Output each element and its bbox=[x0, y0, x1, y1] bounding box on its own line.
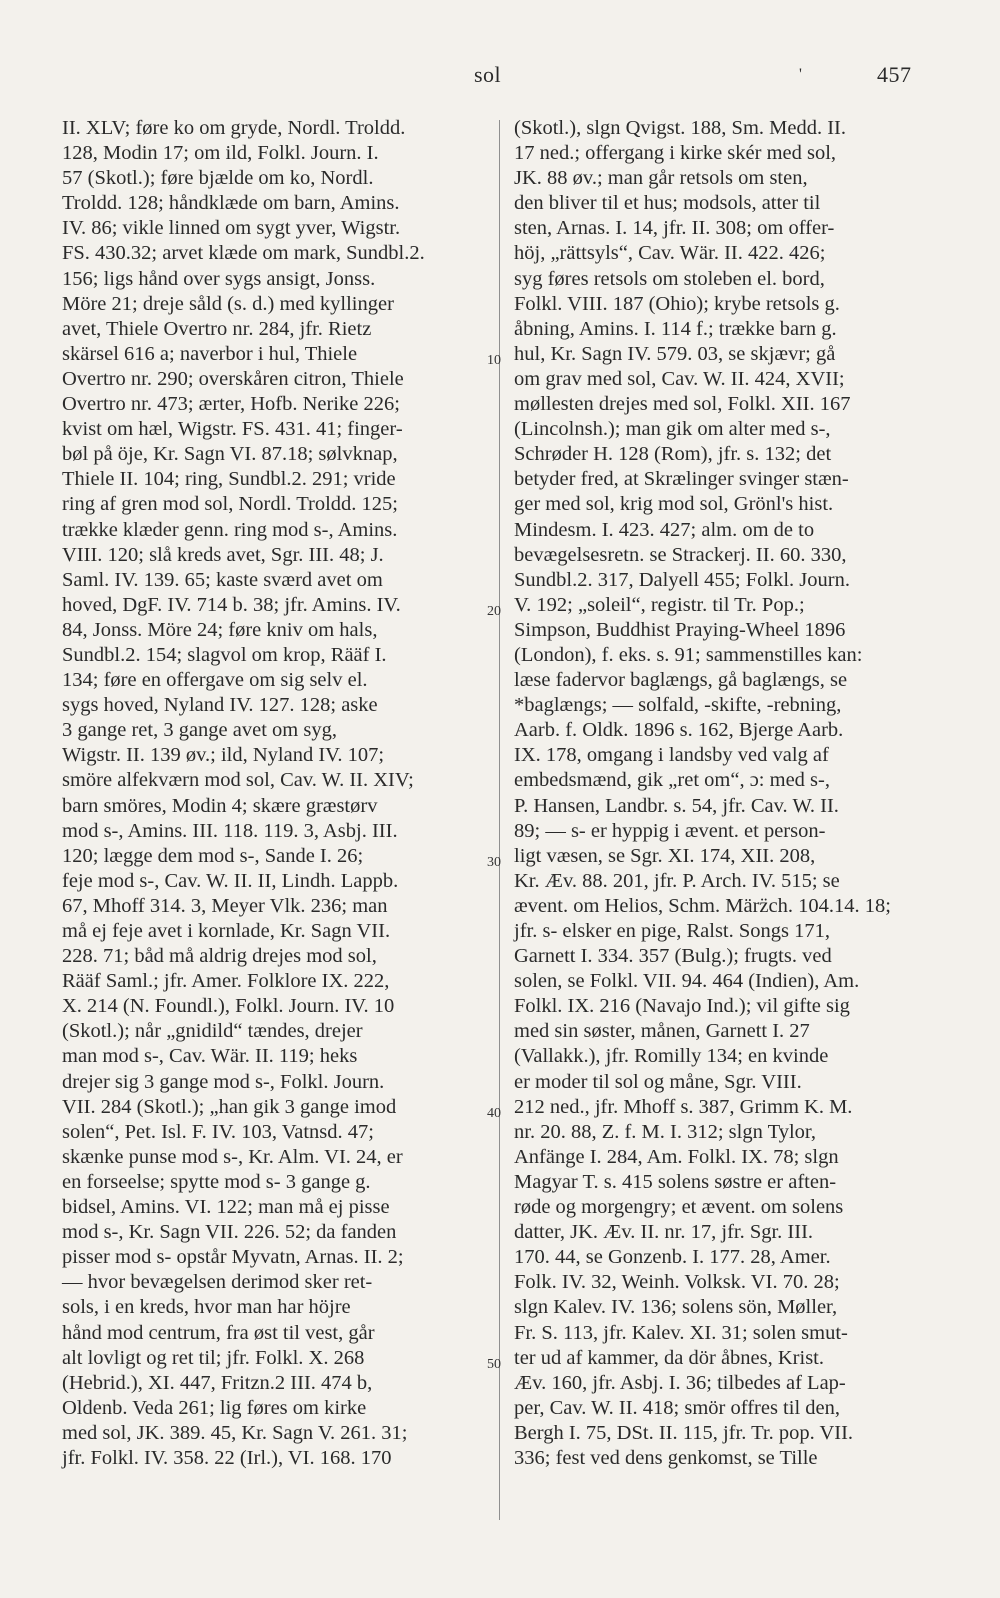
text-line: sols, i en kreds, hvor man har höjre bbox=[62, 1296, 351, 1319]
text-line: Magyar T. s. 415 solens søstre er aften- bbox=[514, 1170, 837, 1193]
text-line: 57 (Skotl.); føre bjælde om ko, Nordl. bbox=[62, 167, 374, 190]
text-line: solen, se Folkl. VII. 94. 464 (Indien), Am. bbox=[514, 970, 860, 993]
text-line: FS. 430.32; arvet klæde om mark, Sundbl.2. bbox=[62, 242, 425, 265]
text-line: X. 214 (N. Foundl.), Folkl. Journ. IV. 10 bbox=[62, 995, 395, 1018]
text-line: per, Cav. W. II. 418; smör offres til den, bbox=[514, 1396, 840, 1419]
text-line: V. 192; „soleil“, registr. til Tr. Pop.; bbox=[514, 593, 805, 616]
line-number-40: 40 bbox=[487, 1106, 501, 1121]
text-line: betyder fred, at Skrælinger svinger stæn- bbox=[514, 468, 849, 491]
text-line: 84, Jonss. Möre 24; føre kniv om hals, bbox=[62, 618, 378, 641]
text-line: Overtro nr. 473; ærter, Hofb. Nerike 226; bbox=[62, 393, 400, 416]
text-line: ring af gren mod sol, Nordl. Troldd. 125; bbox=[62, 493, 398, 516]
text-line: P. Hansen, Landbr. s. 54, jfr. Cav. W. II. bbox=[514, 794, 839, 817]
text-line: 67, Mhoff 314. 3, Meyer Vlk. 236; man bbox=[62, 894, 388, 917]
text-line: IX. 178, omgang i landsby ved valg af bbox=[514, 744, 829, 767]
text-line: Rääf Saml.; jfr. Amer. Folklore IX. 222, bbox=[62, 970, 390, 993]
text-line: en forseelse; spytte mod s- 3 gange g. bbox=[62, 1170, 371, 1193]
text-line: ger med sol, krig mod sol, Grönl's hist. bbox=[514, 493, 834, 516]
line-number-30: 30 bbox=[487, 855, 501, 870]
text-line: Wigstr. II. 139 øv.; ild, Nyland IV. 107; bbox=[62, 744, 385, 767]
text-line: med sol, JK. 389. 45, Kr. Sagn V. 261. 31; bbox=[62, 1421, 408, 1444]
text-line: feje mod s-, Cav. W. II. II, Lindh. Lappb. bbox=[62, 869, 399, 892]
text-line: (Skotl.), slgn Qvigst. 188, Sm. Medd. II. bbox=[514, 117, 846, 139]
running-head: sol bbox=[474, 62, 502, 87]
text-line: jfr. Folkl. IV. 358. 22 (Irl.), VI. 168. 170 bbox=[62, 1446, 392, 1469]
text-line: (London), f. eks. s. 91; sammenstilles kan: bbox=[514, 643, 863, 666]
text-line: 170. 44, se Gonzenb. I. 177. 28, Amer. bbox=[514, 1246, 831, 1269]
text-line: Möre 21; dreje såld (s. d.) med kyllinger bbox=[62, 292, 394, 315]
text-line: sygs hoved, Nyland IV. 127. 128; aske bbox=[62, 694, 378, 717]
text-line: bøl på öje, Kr. Sagn VI. 87.18; sølvknap, bbox=[62, 443, 398, 466]
text-line: er moder til sol og måne, Sgr. VIII. bbox=[514, 1070, 802, 1093]
text-line: IV. 86; vikle linned om sygt yver, Wigstr. bbox=[62, 217, 401, 240]
text-line: (Lincolnsh.); man gik om alter med s-, bbox=[514, 418, 831, 441]
left-column bbox=[62, 116, 488, 1471]
line-number-50: 50 bbox=[487, 1357, 501, 1372]
text-line: avet, Thiele Overtro nr. 284, jfr. Rietz bbox=[62, 317, 372, 340]
text-line: hånd mod centrum, fra øst til vest, går bbox=[62, 1321, 375, 1344]
text-line: hoved, DgF. IV. 714 b. 38; jfr. Amins. IV. bbox=[62, 593, 401, 616]
text-line: åbning, Amins. I. 114 f.; trække barn g. bbox=[514, 317, 837, 340]
text-line: 89; — s- er hyppig i ævent. et person- bbox=[514, 819, 826, 842]
text-line: — hvor bevægelsen derimod sker ret- bbox=[62, 1271, 373, 1294]
text-line: 17 ned.; offergang i kirke skér med sol, bbox=[514, 142, 837, 165]
text-line: Saml. IV. 139. 65; kaste sværd avet om bbox=[62, 568, 383, 591]
text-line: bevægelsesretn. se Strackerj. II. 60. 330, bbox=[514, 543, 847, 566]
text-line: *baglængs; — solfald, -skifte, -rebning, bbox=[514, 694, 842, 717]
text-line: Æv. 160, jfr. Asbj. I. 36; tilbedes af Lap- bbox=[514, 1371, 846, 1394]
text-line: 3 gange ret, 3 gange avet om syg, bbox=[62, 719, 337, 742]
text-line: mod s-, Kr. Sagn VII. 226. 52; da fanden bbox=[62, 1221, 397, 1244]
text-line: 228. 71; båd må aldrig drejes mod sol, bbox=[62, 945, 377, 968]
text-line: Bergh I. 75, DSt. II. 115, jfr. Tr. pop. VII. bbox=[514, 1421, 854, 1444]
text-line: datter, JK. Æv. II. nr. 17, jfr. Sgr. III. bbox=[514, 1221, 814, 1244]
text-line: skænke punse mod s-, Kr. Alm. VI. 24, er bbox=[62, 1145, 403, 1168]
text-line: 212 ned., jfr. Mhoff s. 387, Grimm K. M. bbox=[514, 1095, 853, 1118]
text-line: Thiele II. 104; ring, Sundbl.2. 291; vride bbox=[62, 468, 396, 491]
text-line: 156; ligs hånd over sygs ansigt, Jonss. bbox=[62, 267, 376, 290]
text-line: om grav med sol, Cav. W. II. 424, XVII; bbox=[514, 367, 845, 390]
text-line: trække klæder genn. ring mod s-, Amins. bbox=[62, 518, 398, 541]
text-line: syg føres retsols om stoleben el. bord, bbox=[514, 267, 825, 290]
text-line: 134; føre en offergave om sig selv el. bbox=[62, 669, 368, 692]
text-line: Schrøder H. 128 (Rom), jfr. s. 132; det bbox=[514, 443, 832, 466]
text-line: 128, Modin 17; om ild, Folkl. Journ. I. bbox=[62, 142, 379, 165]
text-line: drejer sig 3 gange mod s-, Folkl. Journ. bbox=[62, 1070, 385, 1093]
text-line: slgn Kalev. IV. 136; solens sön, Møller, bbox=[514, 1296, 838, 1319]
text-line: VIII. 120; slå kreds avet, Sgr. III. 48; J. bbox=[62, 543, 384, 566]
text-line: ter ud af kammer, da dör åbnes, Krist. bbox=[514, 1346, 824, 1369]
text-line: 336; fest ved dens genkomst, se Tille bbox=[514, 1446, 818, 1469]
text-line: Fr. S. 113, jfr. Kalev. XI. 31; solen smut- bbox=[514, 1321, 848, 1344]
text-line: ligt væsen, se Sgr. XI. 174, XII. 208, bbox=[514, 844, 816, 867]
text-line: hul, Kr. Sagn IV. 579. 03, se skjævr; gå bbox=[514, 342, 836, 365]
text-line: (Skotl.); når „gnidild“ tændes, drejer bbox=[62, 1020, 363, 1043]
text-line: VII. 284 (Skotl.); „han gik 3 gange imod bbox=[62, 1095, 397, 1118]
text-line: skärsel 616 a; naverbor i hul, Thiele bbox=[62, 342, 358, 365]
text-line: jfr. s- elsker en pige, Ralst. Songs 171, bbox=[514, 920, 831, 942]
text-line: Kr. Æv. 88. 201, jfr. P. Arch. IV. 515; se bbox=[514, 869, 840, 892]
text-line: ævent. om Helios, Schm. März̈ch. 104.14. 18; bbox=[514, 894, 891, 917]
text-line: alt lovligt og ret til; jfr. Folkl. X. 268 bbox=[62, 1346, 365, 1369]
text-line: sten, Arnas. I. 14, jfr. II. 308; om offer- bbox=[514, 217, 835, 240]
text-line: nr. 20. 88, Z. f. M. I. 312; slgn Tylor, bbox=[514, 1120, 817, 1143]
text-line: embedsmænd, gik „ret om“, ɔ: med s-, bbox=[514, 769, 830, 792]
header-mark: ' bbox=[799, 66, 803, 83]
text-line: II. XLV; føre ko om gryde, Nordl. Troldd. bbox=[62, 117, 406, 139]
text-line: læse fadervor baglængs, gå baglængs, se bbox=[514, 669, 848, 692]
text-line: (Vallakk.), jfr. Romilly 134; en kvinde bbox=[514, 1045, 829, 1068]
text-line: Folk. IV. 32, Weinh. Volksk. VI. 70. 28; bbox=[514, 1271, 840, 1294]
text-line: Aarb. f. Oldk. 1896 s. 162, Bjerge Aarb. bbox=[514, 719, 844, 742]
text-line: pisser mod s- opstår Myvatn, Arnas. II. 2; bbox=[62, 1246, 404, 1269]
text-line: (Hebrid.), XI. 447, Fritzn.2 III. 474 b, bbox=[62, 1371, 373, 1394]
text-line: 120; lægge dem mod s-, Sande I. 26; bbox=[62, 844, 364, 867]
text-line: Troldd. 128; håndklæde om barn, Amins. bbox=[62, 192, 400, 215]
text-line: den bliver til et hus; modsols, atter til bbox=[514, 192, 821, 215]
page-number: 457 bbox=[877, 62, 912, 87]
text-line: Sundbl.2. 154; slagvol om krop, Rääf I. bbox=[62, 643, 387, 666]
text-line: Simpson, Buddhist Praying-Wheel 1896 bbox=[514, 618, 846, 641]
text-line: møllesten drejes med sol, Folkl. XII. 167 bbox=[514, 393, 851, 416]
column-divider bbox=[499, 120, 500, 1520]
text-line: Folkl. VIII. 187 (Ohio); krybe retsols g. bbox=[514, 292, 840, 315]
text-line: må ej feje avet i kornlade, Kr. Sagn VII. bbox=[62, 920, 391, 942]
text-line: Overtro nr. 290; overskåren citron, Thiele bbox=[62, 367, 404, 390]
text-line: höj, „rättsyls“, Cav. Wär. II. 422. 426; bbox=[514, 242, 826, 265]
text-line: smöre alfekværn mod sol, Cav. W. II. XIV; bbox=[62, 769, 414, 792]
text-line: bidsel, Amins. VI. 122; man må ej pisse bbox=[62, 1196, 390, 1219]
text-line: Anfänge I. 284, Am. Folkl. IX. 78; slgn bbox=[514, 1145, 839, 1168]
text-line: kvist om hæl, Wigstr. FS. 431. 41; finger- bbox=[62, 418, 403, 441]
line-number-20: 20 bbox=[487, 604, 501, 619]
text-line: solen“, Pet. Isl. F. IV. 103, Vatnsd. 47; bbox=[62, 1120, 374, 1143]
text-line: røde og morgengry; et ævent. om solens bbox=[514, 1196, 844, 1219]
text-line: Garnett I. 334. 357 (Bulg.); frugts. ved bbox=[514, 945, 832, 968]
text-line: man mod s-, Cav. Wär. II. 119; heks bbox=[62, 1045, 358, 1068]
text-line: barn smöres, Modin 4; skære græstørv bbox=[62, 794, 378, 817]
text-line: Mindesm. I. 423. 427; alm. om de to bbox=[514, 518, 815, 541]
text-line: Oldenb. Veda 261; lig føres om kirke bbox=[62, 1396, 367, 1419]
line-number-10: 10 bbox=[487, 353, 501, 368]
text-line: JK. 88 øv.; man går retsols om sten, bbox=[514, 167, 808, 190]
text-line: med sin søster, månen, Garnett I. 27 bbox=[514, 1020, 810, 1043]
text-line: mod s-, Amins. III. 118. 119. 3, Asbj. III. bbox=[62, 819, 398, 842]
text-line: Folkl. IX. 216 (Navajo Ind.); vil gifte sig bbox=[514, 995, 850, 1018]
right-column bbox=[514, 116, 938, 1471]
text-line: Sundbl.2. 317, Dalyell 455; Folkl. Journ. bbox=[514, 568, 850, 591]
